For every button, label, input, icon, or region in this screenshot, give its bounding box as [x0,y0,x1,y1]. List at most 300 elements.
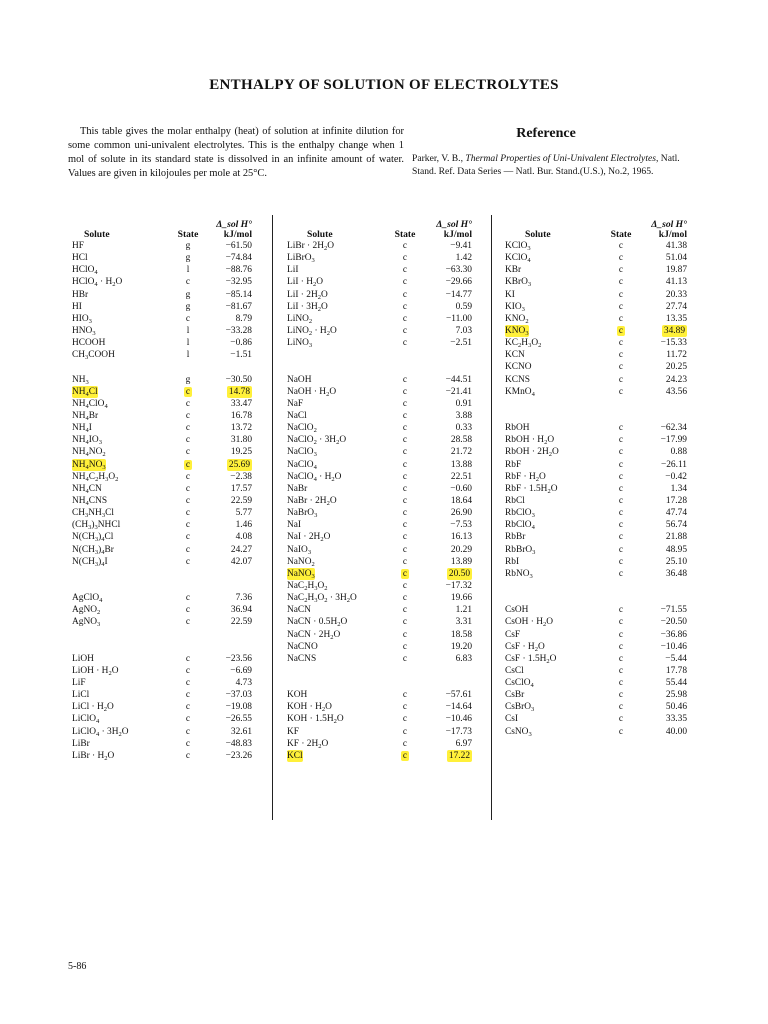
solute-cell: CsBr [505,690,525,701]
enthalpy-cell: −48.83 [225,738,252,749]
solute-cell: $HIO_3$ [72,313,92,325]
column-divider [272,215,273,820]
enthalpy-cell: 16.78 [230,410,252,421]
enthalpy-cell: 20.29 [450,544,472,555]
state-cell: c [402,289,408,300]
solute-cell: RbClO$_3$ [505,508,535,520]
enthalpy-cell: 24.27 [230,544,252,555]
table-row [72,665,252,677]
solute-cell: NaNO$_2$ [287,556,315,568]
state-cell: c [618,313,624,324]
table-row [287,568,472,580]
table-row [287,446,472,458]
enthalpy-cell: −44.51 [445,374,472,385]
table-row [287,398,472,410]
solute-cell: $NaC_2H_3O_2$ [287,580,328,592]
solute-cell: CsF · $1.5H_2O$ [505,653,557,665]
enthalpy-cell: 13.88 [450,459,472,470]
state-cell: c [402,495,408,506]
table-row [287,738,472,750]
enthalpy-cell: −63.30 [445,265,472,276]
table-row [505,629,687,641]
table-row [505,495,687,507]
solute-cell: $(CH_3)_3NHCl$ [72,520,121,532]
enthalpy-cell: −61.50 [225,241,252,251]
table-row [287,726,472,738]
enthalpy-cell: 7.36 [235,593,252,604]
solute-cell: LiCl · $H_2O$ [72,702,114,714]
enthalpy-cell: 33.47 [230,398,252,409]
solute-cell: RbOH · $2H_2O$ [505,447,559,459]
enthalpy-cell: 13.72 [230,423,252,434]
state-cell: c [185,750,191,761]
state-cell: c [402,544,408,555]
table-row [72,738,252,750]
enthalpy-cell: 22.59 [230,617,252,628]
enthalpy-cell: 20.50 [448,568,470,579]
solute-cell: LiNO$_2$ · $H_2O$ [287,325,337,337]
table-row [505,422,687,434]
table-row [505,325,687,337]
state-cell: c [402,702,408,713]
table-row [505,398,687,410]
state-cell: c [402,265,408,276]
table-row [72,713,252,725]
solute-cell: CsF [505,629,521,640]
table-row [72,629,252,641]
solute-cell: NaCNO [287,641,318,652]
state-cell: c [402,580,408,591]
table-row [72,337,252,349]
table-row [287,750,472,762]
state-cell: c [618,435,624,446]
header-solute: Solute [307,229,333,240]
enthalpy-cell: 36.48 [665,568,687,579]
enthalpy-cell: −85.14 [225,289,252,300]
header-state: State [610,229,632,240]
solute-cell: NaF [287,398,304,409]
header-enthalpy-unit: kJ/mol [658,229,687,240]
solute-cell: RbClO$_4$ [505,520,535,532]
table-row [505,252,687,264]
table-row [505,507,687,519]
solute-cell: LiI · $2H_2O$ [287,289,328,301]
solute-cell: KMnO$_4$ [505,386,535,398]
solute-cell: $KNO_3$ [505,325,529,337]
enthalpy-cell: 0.91 [455,398,472,409]
state-cell: c [618,702,624,713]
solute-cell: NaBr [287,483,308,494]
solute-cell: LiOH [72,653,94,664]
solute-cell: KI [505,289,515,300]
table-row [505,653,687,665]
enthalpy-cell: 4.73 [235,678,252,689]
state-cell: c [185,690,191,701]
enthalpy-cell: 56.74 [665,520,687,531]
enthalpy-cell: 3.31 [455,617,472,628]
enthalpy-cell: −0.42 [665,471,687,482]
state-cell [608,325,634,337]
solute-cell: LiBr [72,738,90,749]
state-cell: c [185,593,191,604]
state-cell: c [618,471,624,482]
solute-cell: KCN [505,350,525,361]
header-state: State [394,229,416,240]
state-cell: c [402,313,408,324]
header-enthalpy-unit: kJ/mol [223,229,252,240]
table-row [72,531,252,543]
table-row [505,677,687,689]
enthalpy-cell: −0.86 [230,338,252,349]
enthalpy-cell: 17.28 [665,495,687,506]
solute-cell: RbOH [505,423,530,434]
table-row [72,689,252,701]
state-cell: l [186,338,190,349]
table-row [72,301,252,313]
solute-cell: HBr [72,289,89,300]
state-cell: c [402,447,408,458]
state-cell: c [402,386,408,397]
table-row [505,313,687,325]
table-row [72,568,252,580]
reference-book-title: Thermal Properties of Uni-Univalent Electrolytes [465,153,656,164]
solute-cell: RbF · $1.5H_2O$ [505,483,558,495]
state-cell: c [402,325,408,336]
solute-cell: CsF · $H_2O$ [505,641,545,653]
enthalpy-cell: 4.08 [235,532,252,543]
state-cell: c [402,423,408,434]
solute-cell: KOH [287,690,308,701]
solute-cell: $NH_4NO_3$ [72,459,106,471]
state-cell: g [185,241,191,251]
reference-heading: Reference [516,126,576,141]
header-state: State [177,229,199,240]
header-enthalpy-symbol: Δ_sol H° [651,219,687,230]
solute-cell: $NH_4IO_3$ [72,435,102,447]
enthalpy-cell: 14.78 [228,386,250,397]
state-highlight: c [185,386,191,397]
solute-cell: $N(CH_3)_4I$ [72,556,108,568]
table-row [505,604,687,616]
table-row [72,240,252,252]
enthalpy-cell: 17.22 [448,750,470,761]
solute-cell: NaOH · $H_2O$ [287,386,337,398]
table-row [287,677,472,689]
solute-cell: RbF [505,459,522,470]
enthalpy-cell: −23.26 [225,750,252,761]
table-row [287,471,472,483]
solute-cell: NaOH [287,374,312,385]
solute-cell: KBrO$_3$ [505,277,532,289]
enthalpy-cell: 33.35 [665,714,687,725]
state-cell: c [402,605,408,616]
table-row [287,289,472,301]
state-cell: c [618,241,624,251]
table-row [72,556,252,568]
enthalpy-cell: 3.88 [455,410,472,421]
solute-cell: NaCN · $0.5H_2O$ [287,617,348,629]
enthalpy-cell: 50.46 [665,702,687,713]
table-row [287,252,472,264]
page-title: ENTHALPY OF SOLUTION OF ELECTROLYTES [209,77,559,93]
solute-cell: $NH_4NO_2$ [72,447,106,459]
state-cell: c [618,532,624,543]
enthalpy-cell: 21.88 [665,532,687,543]
state-cell: c [402,398,408,409]
solute-cell: NaIO$_3$ [287,544,312,556]
table-row [287,665,472,677]
state-cell: c [618,495,624,506]
solute-cell: KClO$_4$ [505,253,531,265]
state-cell: c [402,556,408,567]
solute-cell: HCl [72,253,88,264]
table-row [72,483,252,495]
table-row [505,289,687,301]
enthalpy-cell: −33.28 [225,325,252,336]
state-cell: c [402,690,408,701]
enthalpy-cell: −20.50 [660,617,687,628]
state-cell: c [618,653,624,664]
state-cell: c [618,665,624,676]
enthalpy-cell: 36.94 [230,605,252,616]
table-row [505,726,687,738]
state-cell: c [618,544,624,555]
table-row [505,616,687,628]
state-cell: c [402,653,408,664]
table-row [505,459,687,471]
table-row [287,374,472,386]
enthalpy-cell: 51.04 [665,253,687,264]
state-cell: l [186,325,190,336]
enthalpy-cell: −26.55 [225,714,252,725]
table-row [72,507,252,519]
table-column-2 [287,214,472,762]
enthalpy-cell: −15.33 [660,338,687,349]
state-cell: c [402,435,408,446]
solute-cell: HClO$_4$ [72,265,98,277]
state-cell: c [185,665,191,676]
state-cell: c [185,738,191,749]
solute-cell: $NH_3$ [72,374,89,386]
table-row [287,701,472,713]
enthalpy-cell: 17.78 [665,665,687,676]
enthalpy-cell: −14.64 [445,702,472,713]
solute-cell: LiBrO$_3$ [287,253,315,265]
table-row [505,641,687,653]
solute-cell: HI [72,301,82,312]
table-row [505,361,687,373]
state-cell: c [618,338,624,349]
table-row [287,519,472,531]
solute-cell: NaBr · $2H_2O$ [287,495,337,507]
table-row [505,337,687,349]
solute-cell: CsCl [505,665,524,676]
enthalpy-cell: 8.79 [235,313,252,324]
enthalpy-cell: −88.76 [225,265,252,276]
state-cell: c [618,253,624,264]
enthalpy-cell: 47.74 [665,508,687,519]
enthalpy-cell: 5.77 [235,508,252,519]
table-row [505,689,687,701]
state-cell: c [402,277,408,288]
enthalpy-cell: 25.69 [228,459,250,470]
enthalpy-cell: −17.73 [445,726,472,737]
table-row [287,616,472,628]
solute-cell: KOH · $1.5H_2O$ [287,714,344,726]
table-row [505,483,687,495]
solute-cell: NaCN [287,605,311,616]
table-row [505,580,687,592]
state-cell: c [185,726,191,737]
table-row [72,434,252,446]
table-row [287,556,472,568]
state-cell: c [618,350,624,361]
state-highlight: c [402,568,408,579]
table-row [287,483,472,495]
reference-details: , Natl. Stand. Ref. Data Series — Natl. Bur. Stand.(U.S.), No.2, 1965. [412,153,680,177]
enthalpy-cell: 26.90 [450,508,472,519]
enthalpy-cell: 19.20 [450,641,472,652]
state-cell: c [402,593,408,604]
enthalpy-cell: 17.57 [230,483,252,494]
table-row [72,701,252,713]
solute-cell: $HNO_3$ [72,325,96,337]
state-cell: c [402,508,408,519]
state-highlight: c [618,325,624,336]
table-row [72,495,252,507]
solute-cell: $NH_4CN$ [72,483,102,495]
enthalpy-cell: −57.61 [445,690,472,701]
enthalpy-cell: −11.00 [445,313,472,324]
solute-cell: RbBr [505,532,526,543]
solute-cell: LiNO$_2$ [287,313,313,325]
enthalpy-cell: 0.88 [670,447,687,458]
table-row [505,568,687,580]
enthalpy-cell: 13.89 [450,556,472,567]
state-cell: c [402,374,408,385]
table-row [505,592,687,604]
solute-cell: CsNO$_3$ [505,726,532,738]
table-row [287,495,472,507]
table-row [287,386,472,398]
enthalpy-cell: 6.97 [455,738,472,749]
table-column-3 [505,214,687,738]
solute-cell: CsI [505,714,519,725]
state-cell: c [402,301,408,312]
table-row [72,726,252,738]
table-row [505,701,687,713]
solute-cell: KCl [287,750,303,761]
solute-cell: LiCl [72,690,90,701]
state-cell: c [618,265,624,276]
table-row [72,653,252,665]
enthalpy-cell: 19.87 [665,265,687,276]
enthalpy-cell: 24.23 [665,374,687,385]
state-cell: c [618,520,624,531]
enthalpy-cell: 40.00 [665,726,687,737]
table-row [72,422,252,434]
table-row [72,325,252,337]
column-divider [491,215,492,820]
state-cell: c [402,483,408,494]
solute-cell: NaClO$_4$ [287,459,317,471]
enthalpy-cell: 20.25 [665,362,687,373]
table-row [505,386,687,398]
solute-cell: CsClO$_4$ [505,678,534,690]
enthalpy-cell: −19.08 [225,702,252,713]
enthalpy-cell: 25.10 [665,556,687,567]
solute-cell: NaI · $2H_2O$ [287,532,331,544]
enthalpy-cell: 28.58 [450,435,472,446]
enthalpy-cell: 48.95 [665,544,687,555]
enthalpy-cell: −36.86 [660,629,687,640]
state-cell: c [402,520,408,531]
table-row [72,519,252,531]
state-cell: c [185,447,191,458]
state-cell: c [185,313,191,324]
state-cell [391,750,419,762]
solute-cell: $NH_4Br$ [72,410,99,422]
reference-author: Parker, V. B., [412,153,466,164]
solute-cell: LiBr · $H_2O$ [72,750,115,762]
table-row [505,556,687,568]
table-header [287,214,472,240]
enthalpy-cell: 11.72 [666,350,687,361]
state-cell: c [185,277,191,288]
table-row [72,349,252,361]
table-row [505,276,687,288]
solute-cell: $NH_4ClO_4$ [72,398,108,410]
state-cell: g [185,253,191,264]
state-highlight: c [402,750,408,761]
state-cell: c [402,459,408,470]
table-row [287,240,472,252]
table-row [287,507,472,519]
state-cell: c [185,520,191,531]
enthalpy-cell: 0.33 [455,423,472,434]
state-cell: l [186,265,190,276]
state-cell: c [618,362,624,373]
state-cell: c [185,678,191,689]
solute-cell: NaCN · $2H_2O$ [287,629,341,641]
enthalpy-cell: 19.25 [230,447,252,458]
table-row [287,410,472,422]
solute-cell: KBr [505,265,522,276]
header-enthalpy-unit: kJ/mol [443,229,472,240]
enthalpy-cell: −17.32 [445,580,472,591]
solute-cell: KCNS [505,374,531,385]
enthalpy-cell: −32.95 [225,277,252,288]
table-row [72,616,252,628]
solute-cell: KClO$_3$ [505,241,531,252]
state-cell: c [618,447,624,458]
state-cell: c [185,410,191,421]
enthalpy-cell: 7.03 [455,325,472,336]
enthalpy-cell: 31.80 [230,435,252,446]
table-row [72,264,252,276]
enthalpy-cell: 41.13 [665,277,687,288]
table-row [287,361,472,373]
state-cell [175,386,201,398]
solute-cell: LiI · $H_2O$ [287,277,324,289]
state-cell: c [402,410,408,421]
header-solute: Solute [84,229,110,240]
table-row [287,325,472,337]
state-highlight: c [185,459,191,470]
enthalpy-cell: −6.69 [230,665,252,676]
header-solute: Solute [525,229,551,240]
enthalpy-cell: 55.44 [665,678,687,689]
